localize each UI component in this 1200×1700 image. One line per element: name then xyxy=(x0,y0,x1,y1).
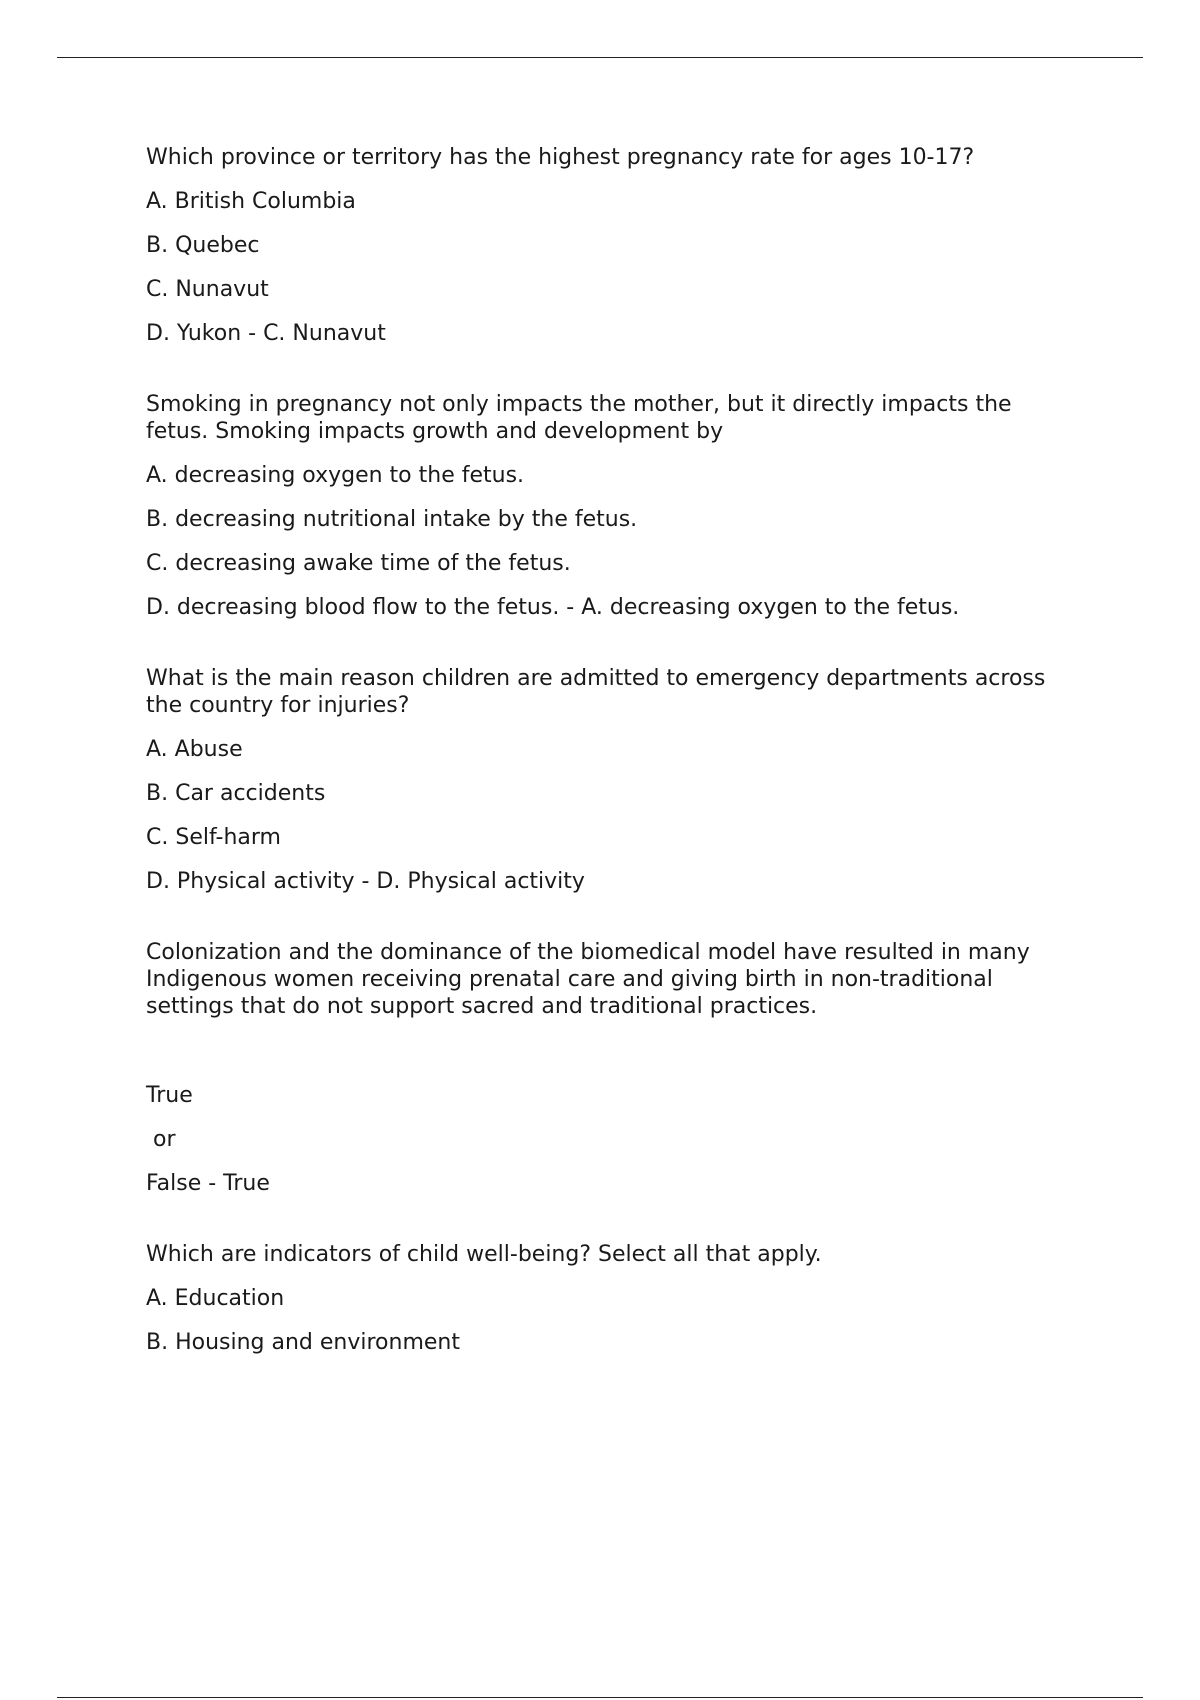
question-text: What is the main reason children are admitted to emergency departments across the country for injuries? xyxy=(146,666,1053,718)
header-rule xyxy=(57,57,1143,58)
document-body xyxy=(146,144,1066,1356)
answer-option-or: or xyxy=(146,1127,176,1152)
answer-option-a: A. Abuse xyxy=(146,737,243,762)
answer-option-d: D. Physical activity - D. Physical activity xyxy=(146,869,585,894)
answer-option-c: C. Self-harm xyxy=(146,825,281,850)
question-text: Colonization and the dominance of the biomedical model have resulted in many Indigenous women receiving prenatal care and giving birth in non-traditional settings that do not support sacred and traditional practices. xyxy=(146,940,1037,1019)
answer-option-b: B. Car accidents xyxy=(146,781,326,806)
answer-option-b: B. decreasing nutritional intake by the fetus. xyxy=(146,507,638,532)
answer-option-c: C. Nunavut xyxy=(146,277,269,302)
answer-option-d: D. Yukon - C. Nunavut xyxy=(146,321,386,346)
question-5 xyxy=(146,1241,1066,1356)
answer-option-c: C. decreasing awake time of the fetus. xyxy=(146,551,571,576)
question-text: Smoking in pregnancy not only impacts the mother, but it directly impacts the fetus. Smoking impacts growth and development by xyxy=(146,392,1019,444)
answer-option-d: D. decreasing blood flow to the fetus. - A. decreasing oxygen to the fetus. xyxy=(146,595,960,620)
question-text: Which province or territory has the highest pregnancy rate for ages 10-17? xyxy=(146,145,975,170)
answer-option-b: B. Housing and environment xyxy=(146,1330,460,1355)
answer-option-a: A. Education xyxy=(146,1286,285,1311)
answer-option-a: A. British Columbia xyxy=(146,189,356,214)
question-2 xyxy=(146,391,1066,621)
answer-option-false: False - True xyxy=(146,1171,270,1196)
answer-option-a: A. decreasing oxygen to the fetus. xyxy=(146,463,525,488)
question-3 xyxy=(146,665,1066,895)
answer-option-b: B. Quebec xyxy=(146,233,260,258)
footer-rule xyxy=(57,1697,1143,1698)
question-text: Which are indicators of child well-being? Select all that apply. xyxy=(146,1242,822,1267)
question-4 xyxy=(146,939,1066,1197)
answer-option-true: True xyxy=(146,1083,193,1108)
question-1 xyxy=(146,144,1066,347)
